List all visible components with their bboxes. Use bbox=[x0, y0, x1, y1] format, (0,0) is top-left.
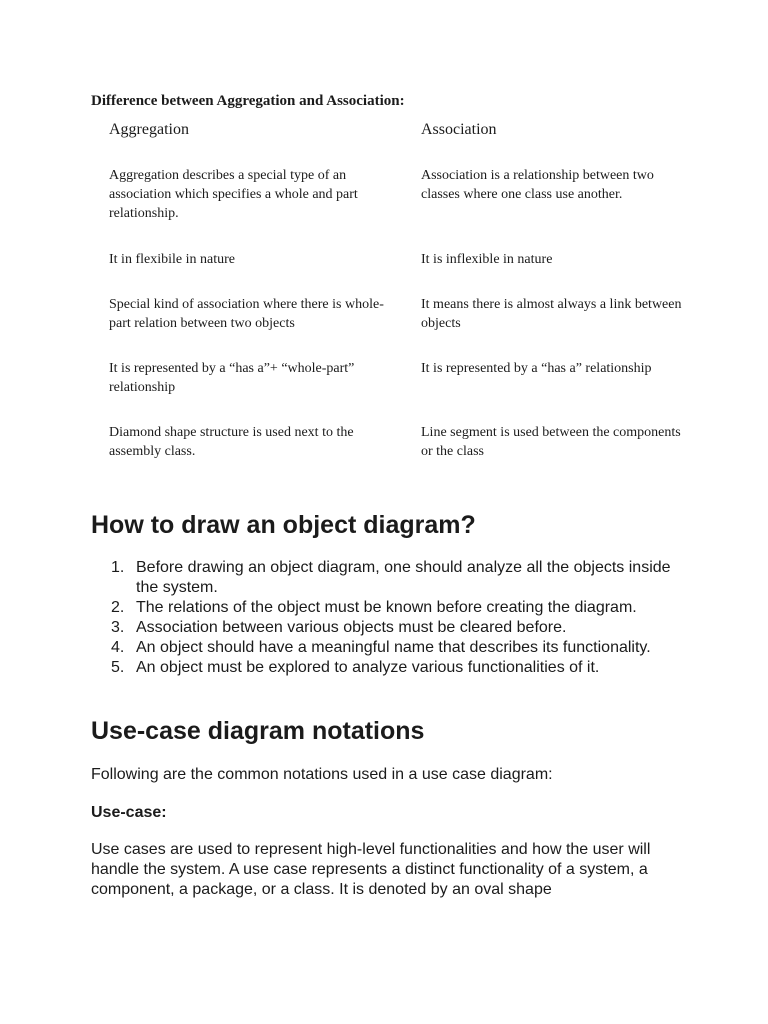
list-item bbox=[91, 558, 691, 598]
list-item-text: Association between various objects must be cleared before. bbox=[136, 619, 567, 636]
table-cell-aggregation: It is represented by a “has a”+ “whole-part” relationship bbox=[109, 361, 355, 395]
use-case-body: Use cases are used to represent high-level functionalities and how the user will handle the system. A use case represents a distinct functionality of a system, a component, a package, or a class. It is denoted by an oval shape bbox=[91, 841, 651, 898]
list-item-text: An object must be explored to analyze various functionalities of it. bbox=[136, 659, 600, 676]
table-cell-association: It is represented by a “has a” relationship bbox=[421, 361, 652, 376]
comparison-heading: Difference between Aggregation and Association: bbox=[91, 93, 405, 109]
table-cell-aggregation: Special kind of association where there is whole-part relation between two objects bbox=[109, 297, 384, 331]
list-number: 1. bbox=[111, 559, 125, 576]
table-cell-association: It means there is almost always a link between objects bbox=[421, 297, 682, 331]
table-cell-association: Association is a relationship between two classes where one class use another. bbox=[421, 168, 654, 202]
list-item bbox=[91, 658, 691, 678]
column-header-association: Association bbox=[421, 121, 497, 138]
list-item-text: Before drawing an object diagram, one should analyze all the objects inside the system. bbox=[136, 559, 671, 596]
object-diagram-heading: How to draw an object diagram? bbox=[91, 511, 476, 539]
use-case-subheading: Use-case: bbox=[91, 804, 167, 821]
list-number: 5. bbox=[111, 659, 125, 676]
list-item bbox=[91, 618, 691, 638]
list-number: 2. bbox=[111, 599, 125, 616]
use-case-heading: Use-case diagram notations bbox=[91, 717, 425, 745]
table-cell-association: It is inflexible in nature bbox=[421, 252, 553, 267]
list-item bbox=[91, 638, 691, 658]
table-cell-association: Line segment is used between the components or the class bbox=[421, 425, 681, 459]
list-number: 3. bbox=[111, 619, 125, 636]
use-case-intro: Following are the common notations used in a use case diagram: bbox=[91, 766, 553, 783]
table-cell-aggregation: Diamond shape structure is used next to the assembly class. bbox=[109, 425, 354, 459]
table-cell-aggregation: Aggregation describes a special type of an association which specifies a whole and part relationship. bbox=[109, 168, 358, 221]
list-item-text: The relations of the object must be known before creating the diagram. bbox=[136, 599, 637, 616]
list-item-text: An object should have a meaningful name that describes its functionality. bbox=[136, 639, 651, 656]
table-cell-aggregation: It in flexibile in nature bbox=[109, 252, 235, 267]
list-item bbox=[91, 598, 691, 618]
list-number: 4. bbox=[111, 639, 125, 656]
column-header-aggregation: Aggregation bbox=[109, 121, 189, 138]
object-diagram-steps bbox=[91, 558, 691, 678]
